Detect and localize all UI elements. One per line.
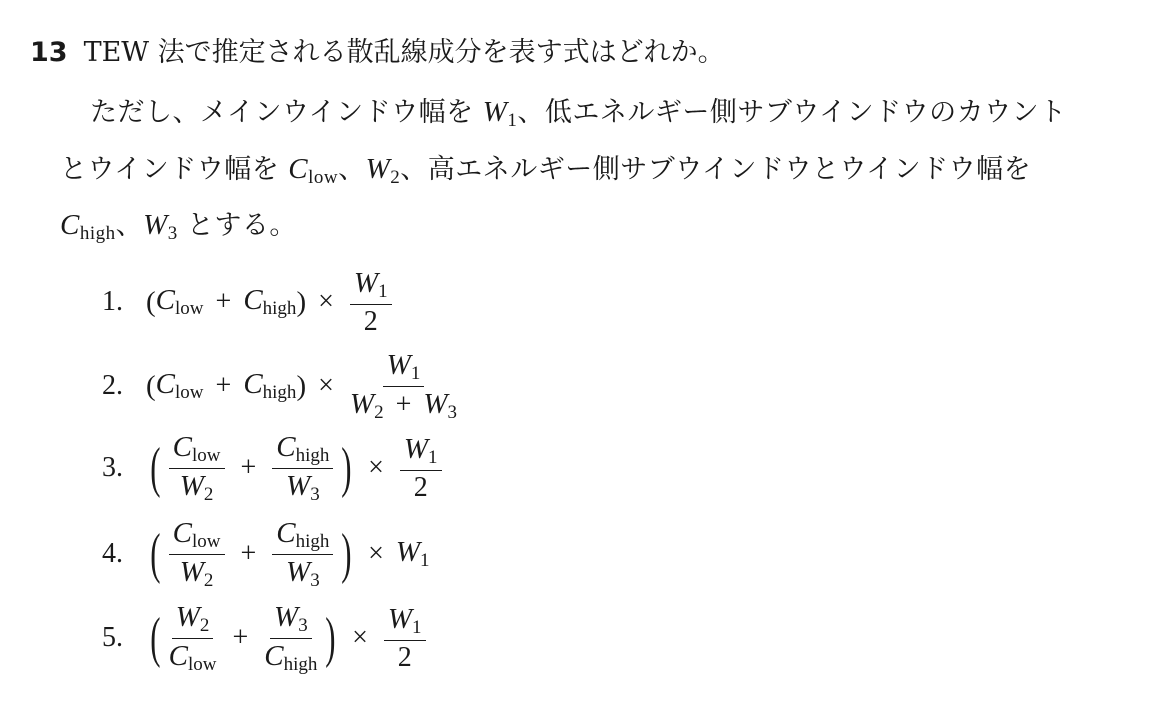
option-3[interactable]: 3. ( $\frac{C_{low}}{W_2}$ + $\frac{C_{high}}{W_3}$ ) × $\frac{W_1}{2}$	[102, 432, 446, 505]
condition-text: 、低エネルギー側サブウインドウのカウント	[517, 97, 1067, 128]
condition-line-1	[90, 90, 1067, 132]
fraction: $\frac{W_1}{W_2 + W_3}$	[349, 349, 458, 423]
question-title: TEW 法で推定される散乱線成分を表す式はどれか。	[83, 37, 725, 68]
condition-text: 、	[115, 210, 144, 241]
var-w1: $W_1$	[482, 96, 518, 131]
condition-text: ただし、メインウインドウ幅を	[90, 97, 483, 128]
condition-text: 、	[338, 154, 366, 185]
var-chigh: $C_{high}$	[60, 209, 116, 244]
option-5[interactable]: 5. ( $\frac{W_2}{C_{low}}$ + $\frac{W_3}{C_{high}}$ ) × $\frac{W_1}{2}$	[102, 602, 430, 675]
option-number: 2.	[102, 370, 123, 402]
condition-text: 、高エネルギー側サブウインドウとウインドウ幅を	[400, 154, 1032, 185]
condition-text: とウインドウ幅を	[60, 154, 289, 185]
var-w3: $W_3$	[143, 209, 178, 244]
option-4[interactable]: 4. ( $\frac{C_{low}}{W_2}$ + $\frac{C_{high}}{W_3}$ ) × $W_1$	[102, 517, 430, 591]
option-number: 4.	[102, 538, 123, 570]
condition-line-3	[60, 203, 297, 245]
condition-text: とする。	[177, 210, 297, 241]
question-header	[30, 30, 725, 69]
option-2[interactable]: 2. ( $C_{low}$ + $C_{high}$ ) × $\frac{W_1}{W_2 + W_3}$	[102, 349, 458, 423]
condition-line-2	[60, 147, 1031, 189]
option-number: 5.	[102, 622, 123, 654]
option-number: 1.	[102, 286, 123, 318]
question-number: 13	[30, 37, 68, 68]
option-1[interactable]: 1. ( $C_{low}$ + $C_{high}$ ) × $\frac{W_1}{2}$	[102, 268, 396, 336]
fraction: $\frac{W_1}{2}$	[350, 268, 392, 336]
var-w2: $W_2$	[365, 153, 401, 188]
option-number: 3.	[102, 452, 123, 484]
var-clow: $C_{low}$	[288, 153, 339, 188]
